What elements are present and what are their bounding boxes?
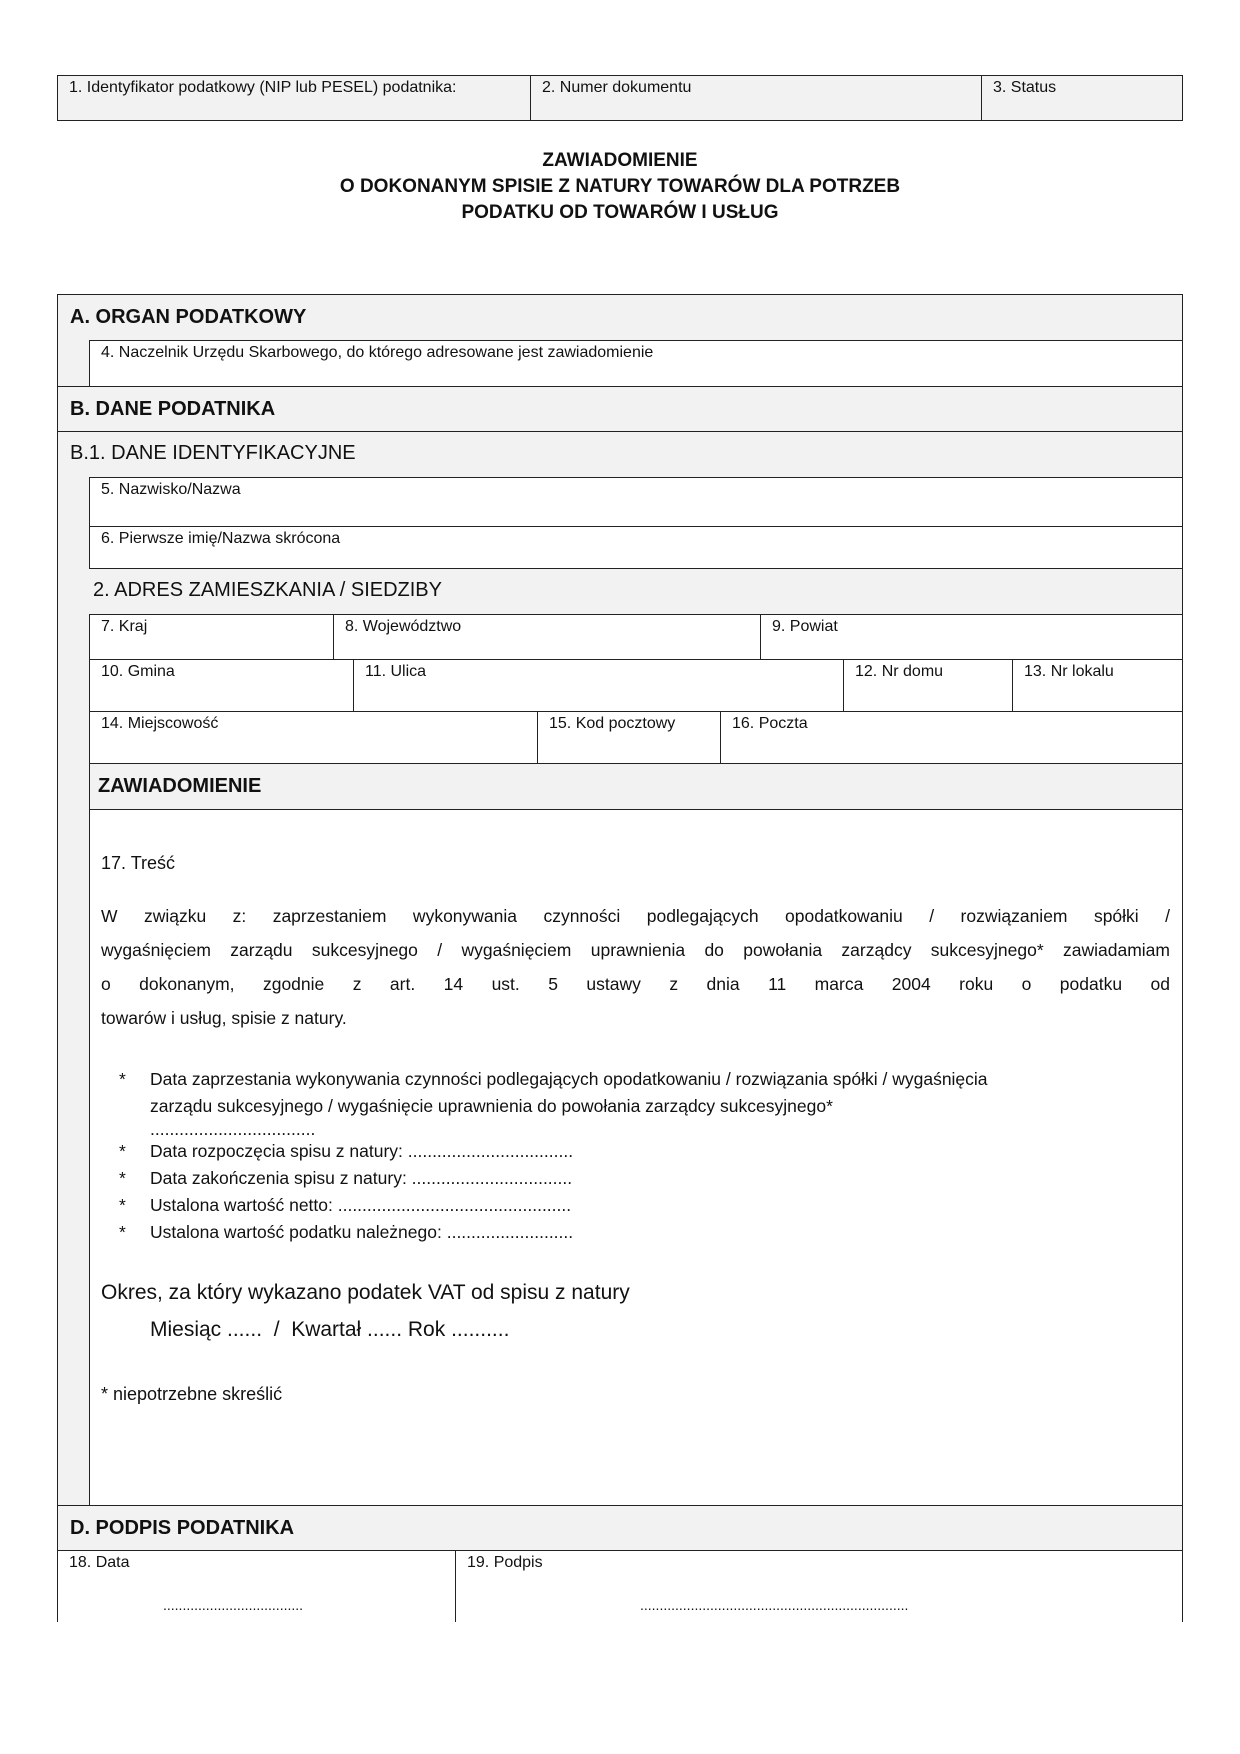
footnote: * niepotrzebne skreślić xyxy=(101,1384,283,1404)
field-13-label: 13. Nr lokalu xyxy=(1024,663,1114,680)
item-1-line-1: Data zaprzestania wykonywania czynności podlegających opodatkowaniu / rozwiązania spółki / wygaśnięcia xyxy=(150,1069,988,1089)
status-field[interactable] xyxy=(981,75,1183,121)
field-10-commune[interactable] xyxy=(89,659,353,711)
nip-field[interactable] xyxy=(57,75,530,121)
item-2: Data rozpoczęcia spisu z natury: .................................. xyxy=(150,1141,574,1161)
section-b2-heading xyxy=(89,568,1182,614)
field-7-country[interactable] xyxy=(89,614,333,659)
signature-dots: ..................................................................... xyxy=(640,1597,909,1613)
title-line-3: PODATKU OD TOWARÓW I USŁUG xyxy=(461,202,779,223)
field-8-label: 8. Województwo xyxy=(345,618,462,635)
date-dots: .................................... xyxy=(163,1597,304,1613)
field-12-house-number[interactable] xyxy=(843,659,1012,711)
status-label: 3. Status xyxy=(993,79,1057,96)
field-5-surname[interactable] xyxy=(89,477,1182,526)
item-4: Ustalona wartość netto: ................................................ xyxy=(150,1195,572,1215)
section-a-title: A. ORGAN PODATKOWY xyxy=(70,306,307,328)
section-b1-heading xyxy=(58,431,1182,477)
title-line-2: O DOKONANYM SPISIE Z NATURY TOWARÓW DLA POTRZEB xyxy=(339,176,901,197)
asterisk: * xyxy=(119,1141,126,1161)
field-4-organ[interactable] xyxy=(89,340,1182,386)
asterisk: * xyxy=(119,1222,126,1242)
section-c-heading xyxy=(89,763,1182,809)
field-16-label: 16. Poczta xyxy=(732,715,808,732)
list-item xyxy=(119,1138,1169,1165)
field-17-label: 17. Treść xyxy=(101,853,176,873)
list-item xyxy=(119,1219,1169,1246)
section-c-title: ZAWIADOMIENIE xyxy=(98,775,262,797)
field-9-district[interactable] xyxy=(760,614,1182,659)
field-15-postal-code[interactable] xyxy=(537,711,720,763)
field-6-firstname[interactable] xyxy=(89,526,1182,568)
detail-list xyxy=(119,1066,1169,1246)
section-d-title: D. PODPIS PODATNIKA xyxy=(70,1517,295,1539)
field-6-label: 6. Pierwsze imię/Nazwa skrócona xyxy=(101,530,341,547)
item-1-line-2: zarządu sukcesyjnego / wygaśnięcie uprawnienia do powołania zarządcy sukcesyjnego* xyxy=(150,1096,833,1116)
list-item xyxy=(119,1192,1169,1219)
section-b1-title: B.1. DANE IDENTYFIKACYJNE xyxy=(70,442,356,464)
field-13-apartment-number[interactable] xyxy=(1012,659,1182,711)
section-a-heading xyxy=(58,295,1182,340)
field-14-city[interactable] xyxy=(89,711,537,763)
field-12-label: 12. Nr domu xyxy=(855,663,944,680)
field-19-label: 19. Podpis xyxy=(467,1554,543,1571)
field-19-signature[interactable] xyxy=(455,1550,1182,1622)
asterisk: * xyxy=(119,1168,126,1188)
paragraph-line-2: wygaśnięciem zarządu sukcesyjnego / wygaśnięciem uprawnienia do powołania zarządcy sukcesyjnego* zawiadamiam xyxy=(101,940,1170,960)
doc-number-field[interactable] xyxy=(530,75,981,121)
list-item xyxy=(119,1066,1169,1138)
field-9-label: 9. Powiat xyxy=(772,618,838,635)
field-18-label: 18. Data xyxy=(69,1554,130,1571)
field-16-post-office[interactable] xyxy=(720,711,1182,763)
nip-label: 1. Identyfikator podatkowy (NIP lub PESEL) podatnika: xyxy=(69,79,457,96)
notification-paragraph xyxy=(101,899,1170,1035)
period-title: Okres, za który wykazano podatek VAT od spisu z natury xyxy=(101,1281,630,1304)
field-11-street[interactable] xyxy=(353,659,843,711)
item-3: Data zakończenia spisu z natury: ................................. xyxy=(150,1168,573,1188)
paragraph-line-3: o dokonanym, zgodnie z art. 14 ust. 5 ustawy z dnia 11 marca 2004 roku o podatku od xyxy=(101,974,1170,994)
section-d-heading xyxy=(58,1505,1182,1550)
field-15-label: 15. Kod pocztowy xyxy=(549,715,676,732)
section-b-heading xyxy=(58,386,1182,431)
field-10-label: 10. Gmina xyxy=(101,663,175,680)
item-5: Ustalona wartość podatku należnego: .......................... xyxy=(150,1222,574,1242)
field-14-label: 14. Miejscowość xyxy=(101,715,219,732)
document-title xyxy=(57,148,1183,226)
field-18-date[interactable] xyxy=(58,1550,455,1622)
asterisk: * xyxy=(119,1195,126,1215)
field-11-label: 11. Ulica xyxy=(365,663,427,680)
period-fields[interactable]: Miesiąc ...... / Kwartał ...... Rok .......... xyxy=(150,1318,510,1341)
field-5-label: 5. Nazwisko/Nazwa xyxy=(101,481,241,498)
field-4-label: 4. Naczelnik Urzędu Skarbowego, do którego adresowane jest zawiadomienie xyxy=(101,344,654,361)
item-1-line-3: .................................. xyxy=(150,1119,316,1139)
section-b2-title: 2. ADRES ZAMIESZKANIA / SIEDZIBY xyxy=(93,579,442,601)
field-7-label: 7. Kraj xyxy=(101,618,148,635)
doc-number-label: 2. Numer dokumentu xyxy=(542,79,692,96)
paragraph-line-4: towarów i usług, spisie z natury. xyxy=(101,1008,347,1028)
title-line-1: ZAWIADOMIENIE xyxy=(542,150,698,171)
paragraph-line-1: W związku z: zaprzestaniem wykonywania czynności podlegających opodatkowaniu / rozwiązaniem spółki / xyxy=(101,906,1170,926)
list-item xyxy=(119,1165,1169,1192)
field-8-voivodeship[interactable] xyxy=(333,614,760,659)
section-b-title: B. DANE PODATNIKA xyxy=(70,398,276,420)
left-gutter xyxy=(58,335,90,1505)
asterisk: * xyxy=(119,1069,126,1089)
